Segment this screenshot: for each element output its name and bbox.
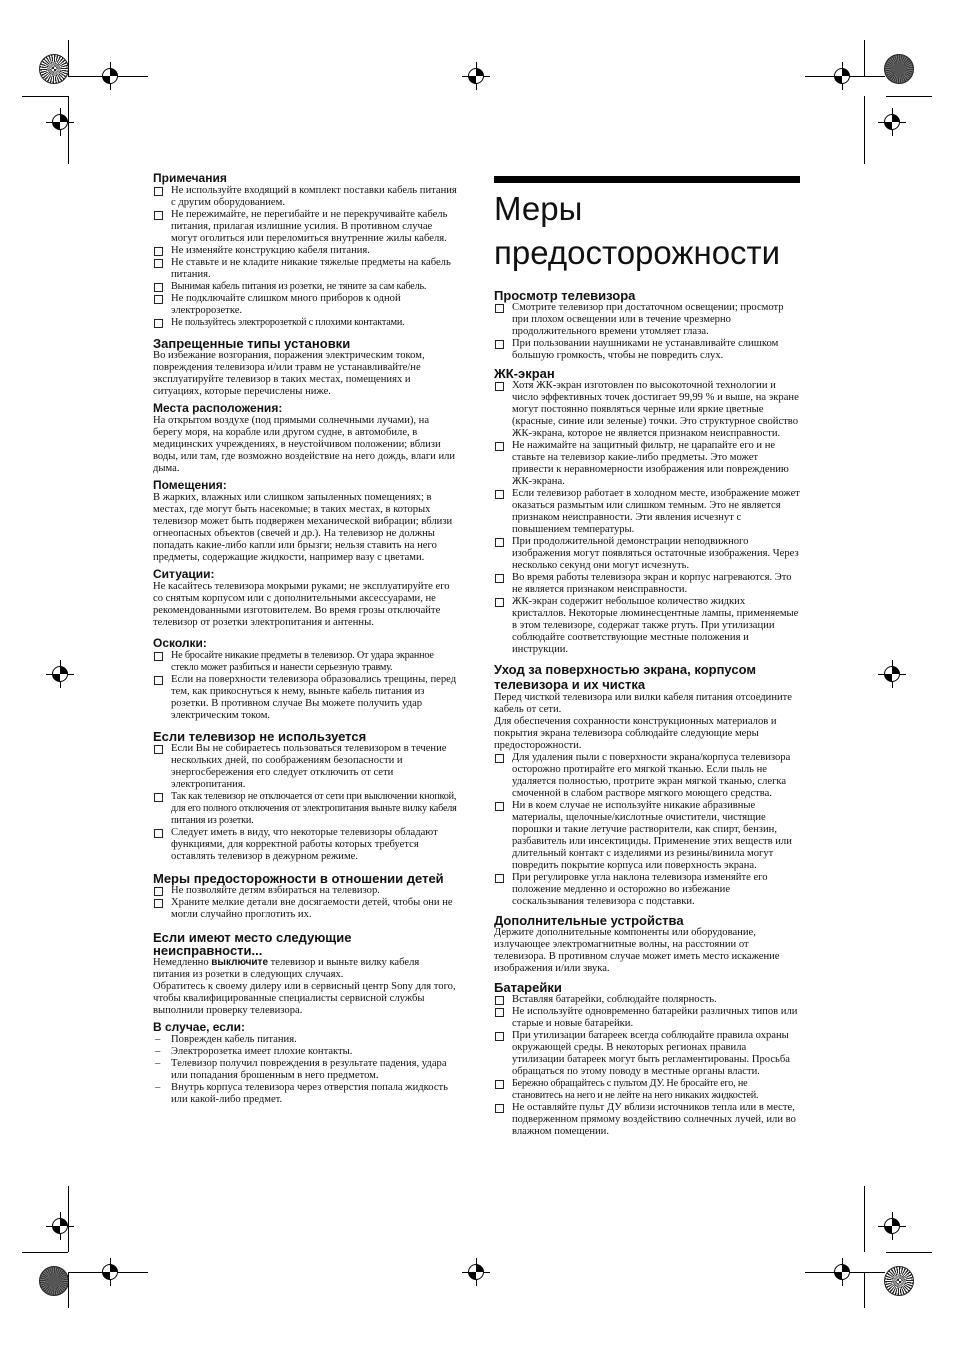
list-item: Ни в коем случае не используйте никакие абразивные материалы, щелочные/кислотные очистители, чистящие порошки и такие летучие растворители, как спирт, бензин, разбавитель или инсектициды. Применение этих веществ или длительный контакт с изделиями из резины/винила могут повредить покрытие корпуса или поверхность экрана.	[494, 800, 800, 872]
registration-rosette-icon	[39, 1266, 69, 1296]
right-column	[494, 172, 800, 1138]
extra-devices-text: Держите дополнительные компоненты или оборудование, излучающее электромагнитные волны, на расстоянии от телевизора. В противном случае может иметь место искажение изображения и/или звука.	[494, 927, 780, 974]
list-item: Хотя ЖК-экран изготовлен по высокоточной технологии и число эффективных точек достигает 99,99 % и выше, на экране могут постоянно появляться черные или яркие цветные (красные, синие или зеленые) точки. Это структурное свойство ЖК-экрана, которое не является признаком неисправности.	[494, 380, 800, 440]
crop-mark	[68, 96, 69, 164]
care-text-1: Перед чисткой телевизора или вилки кабеля питания отсоедините кабель от сети.	[494, 692, 793, 715]
situations-heading: Ситуации:	[153, 567, 215, 581]
page-title: Меры предосторожности	[494, 190, 781, 271]
lcd-list	[494, 380, 800, 656]
title-rule	[494, 176, 800, 183]
extra-devices-heading: Дополнительные устройства	[494, 913, 684, 928]
children-heading: Меры предосторожности в отношении детей	[153, 871, 444, 886]
list-item: Не ставьте и не кладите никакие тяжелые предметы на кабель питания.	[153, 257, 458, 281]
list-item: Не позволяйте детям взбираться на телевизор.	[153, 885, 458, 897]
situations-text: Не касайтесь телевизора мокрыми руками; не эксплуатируйте его со снятым корпусом или с дополнительными аксессуарами, не рекомендованными изготовителем. Во время грозы отключайте телевизор от розетки электропитания и антенны.	[153, 581, 450, 628]
list-item: При пользовании наушниками не устанавливайте слишком большую громкость, чтобы не повредить слух.	[494, 338, 800, 362]
crop-mark	[864, 40, 865, 76]
shards-heading: Осколки:	[153, 636, 207, 650]
crop-mark	[68, 40, 69, 76]
list-item: Так как телевизор не отключается от сети при выключении кнопкой, для его полного отключения от электропитания выньте вилку кабеля питания из розетки.	[153, 791, 458, 827]
viewing-heading: Просмотр телевизора	[494, 288, 636, 303]
list-item: При продолжительной демонстрации неподвижного изображения могут появляться остаточные изображения. Через несколько секунд они могут исчезнуть.	[494, 536, 800, 572]
list-item: Не используйте одновременно батарейки различных типов или старые и новые батарейки.	[494, 1006, 800, 1030]
forbidden-installation-heading: Запрещенные типы установки	[153, 336, 351, 351]
malfunction-text	[153, 957, 458, 981]
care-text-2: Для обеспечения сохранности конструкционных материалов и покрытия экрана телевизора соблюдайте следующие меры предосторожности.	[494, 716, 777, 751]
malfunction-text-end: телевизор и выньте вилку кабеля питания из розетки в следующих случаях.	[153, 957, 420, 980]
notes-heading: Примечания	[153, 171, 227, 185]
crop-mark	[864, 96, 865, 164]
crop-mark	[68, 1272, 69, 1308]
crop-mark	[22, 96, 68, 97]
list-item: При регулировке угла наклона телевизора изменяйте его положение медленно и осторожно во избежание соскальзывания телевизора с подставки.	[494, 872, 800, 908]
list-item: Не бросайте никакие предметы в телевизор. От удара экранное стекло может разбиться и нанести серьезную травму.	[153, 650, 458, 674]
list-item: Не изменяйте конструкцию кабеля питания.	[153, 245, 458, 257]
crop-mark	[864, 1186, 865, 1252]
crop-mark	[68, 1186, 69, 1252]
list-item: Не используйте входящий в комплект поставки кабель питания с другим оборудованием.	[153, 185, 458, 209]
registration-rosette-icon	[884, 1266, 914, 1296]
crop-mark	[886, 96, 932, 97]
list-item: Вынимая кабель питания из розетки, не тяните за сам кабель.	[153, 281, 458, 293]
locations-text: На открытом воздухе (под прямыми солнечными лучами), на берегу моря, на корабле или другом судне, в автомобиле, в медицинских учреждениях, в неустойчивом положении; вблизи воды, или там, где возможно воздействие на него дождь, влаги или дыма.	[153, 415, 456, 474]
list-item: При утилизации батареек всегда соблюдайте правила охраны окружающей среды. В некоторых регионах правила утилизации батареек могут быть регламентированы. Просьба обращаться по этому поводу в местные органы власти.	[494, 1030, 800, 1078]
switch-off-emphasis: выключите	[211, 957, 269, 968]
list-item: Не подключайте слишком много приборов к одной электророзетке.	[153, 293, 458, 317]
crop-mark	[22, 1252, 68, 1253]
rooms-text: В жарких, влажных или слишком запыленных помещениях; в местах, где могут быть насекомые; в таких местах, в которых телевизор может быть подвержен механической вибрации; вблизи огнеопасных объектов (свечей и др.). На телевизор не должны попадать какие-либо капли или брызги; нельзя ставить на него предметы, содержащие жидкости, например вазу с цветами.	[153, 492, 453, 563]
notes-list	[153, 185, 458, 329]
list-item: Бережно обращайтесь с пультом ДУ. Не бросайте его, не становитесь на него и не лейте на него никаких жидкостей.	[494, 1078, 800, 1102]
registration-rosette-icon	[884, 54, 914, 84]
list-item: – Телевизор получил повреждения в результате падения, удара или попадания брошенным в него предметом.	[153, 1058, 458, 1082]
rooms-heading: Помещения:	[153, 478, 227, 492]
list-item: Следует иметь в виду, что некоторые телевизоры обладают функциями, для корректной работы которых требуется оставлять телевизор в дежурном режиме.	[153, 827, 458, 863]
care-list	[494, 752, 800, 908]
batteries-heading: Батарейки	[494, 980, 562, 995]
cases-heading: В случае, если:	[153, 1020, 245, 1034]
malfunction-heading: Если имеют место следующие неисправности...	[153, 930, 352, 958]
lcd-heading: ЖК-экран	[494, 366, 555, 381]
cases-list	[153, 1034, 458, 1106]
not-used-list	[153, 743, 458, 863]
service-center-text: Обратитесь к своему дилеру или в сервисный центр Sony для того, чтобы квалифицированные специалисты сервисной службы выполнили проверку телевизора.	[153, 981, 456, 1016]
shards-list	[153, 650, 458, 722]
left-column	[153, 172, 458, 1106]
list-item: Не пользуйтесь электророзеткой с плохими контактами.	[153, 317, 458, 329]
viewing-list	[494, 302, 800, 362]
list-item: Для удаления пыли с поверхности экрана/корпуса телевизора осторожно протирайте его мягкой тканью. Если пыль не удаляется полностью, протрите экран мягкой тканью, слегка смоченной в слабом растворе мягкого моющего средства.	[494, 752, 800, 800]
list-item: Смотрите телевизор при достаточном освещении; просмотр при плохом освещении или в течение чрезмерно продолжительного времени утомляет глаза.	[494, 302, 800, 338]
not-used-heading: Если телевизор не используется	[153, 729, 367, 744]
list-item: Во время работы телевизора экран и корпус нагреваются. Это не является признаком неисправности.	[494, 572, 800, 596]
crop-mark	[886, 1252, 932, 1253]
list-item: Если телевизор работает в холодном месте, изображение может оказаться размытым или слишком темным. Это не является признаком неисправности. Эти явления исчезнут с повышением температуры.	[494, 488, 800, 536]
locations-heading: Места расположения:	[153, 401, 283, 415]
list-item: – Внутрь корпуса телевизора через отверстия попала жидкость или какой-либо предмет.	[153, 1082, 458, 1106]
batteries-list	[494, 994, 800, 1138]
list-item: Храните мелкие детали вне досягаемости детей, чтобы они не могли случайно проглотить их.	[153, 897, 458, 921]
forbidden-installation-text: Во избежание возгорания, поражения электрическим током, повреждения телевизора и/или травм не устанавливайте/не эксплуатируйте телевизор в таких местах, помещениях и ситуациях, которые перечислены ниже.	[153, 350, 425, 397]
care-heading: Уход за поверхностью экрана, корпусом телевизора и их чистка	[494, 662, 756, 692]
registration-rosette-icon	[39, 54, 69, 84]
list-item: Если на поверхности телевизора образовались трещины, перед тем, как прикоснуться к нему, выньте кабель питания из розетки. В противном случае Вы можете получить удар электрическим током.	[153, 674, 458, 722]
list-item: – Электророзетка имеет плохие контакты.	[153, 1046, 458, 1058]
list-item: Не пережимайте, не перегибайте и не перекручивайте кабель питания, прилагая излишние усилия. В противном случае могут оголиться или переломиться внутренние жилы кабеля.	[153, 209, 458, 245]
list-item: Вставляя батарейки, соблюдайте полярность.	[494, 994, 800, 1006]
crop-mark	[864, 1272, 865, 1308]
list-item: Если Вы не собираетесь пользоваться телевизором в течение нескольких дней, по соображениям безопасности и энергосбережения его следует отключить от сети электропитания.	[153, 743, 458, 791]
malfunction-text-start: Немедленно	[153, 957, 212, 968]
list-item: – Поврежден кабель питания.	[153, 1034, 458, 1046]
list-item: Не нажимайте на защитный фильтр, не царапайте его и не ставьте на телевизор какие-либо предметы. Это может привести к неравномерности изображения или повреждению ЖК-экрана.	[494, 440, 800, 488]
list-item: ЖК-экран содержит небольшое количество жидких кристаллов. Некоторые люминесцентные лампы, применяемые в этом телевизоре, содержат также ртуть. При утилизации соблюдайте соответствующие местные положения и инструкции.	[494, 596, 800, 656]
children-list	[153, 885, 458, 921]
list-item: Не оставляйте пульт ДУ вблизи источников тепла или в месте, подверженном прямому воздействию солнечных лучей, или во влажном помещении.	[494, 1102, 800, 1138]
